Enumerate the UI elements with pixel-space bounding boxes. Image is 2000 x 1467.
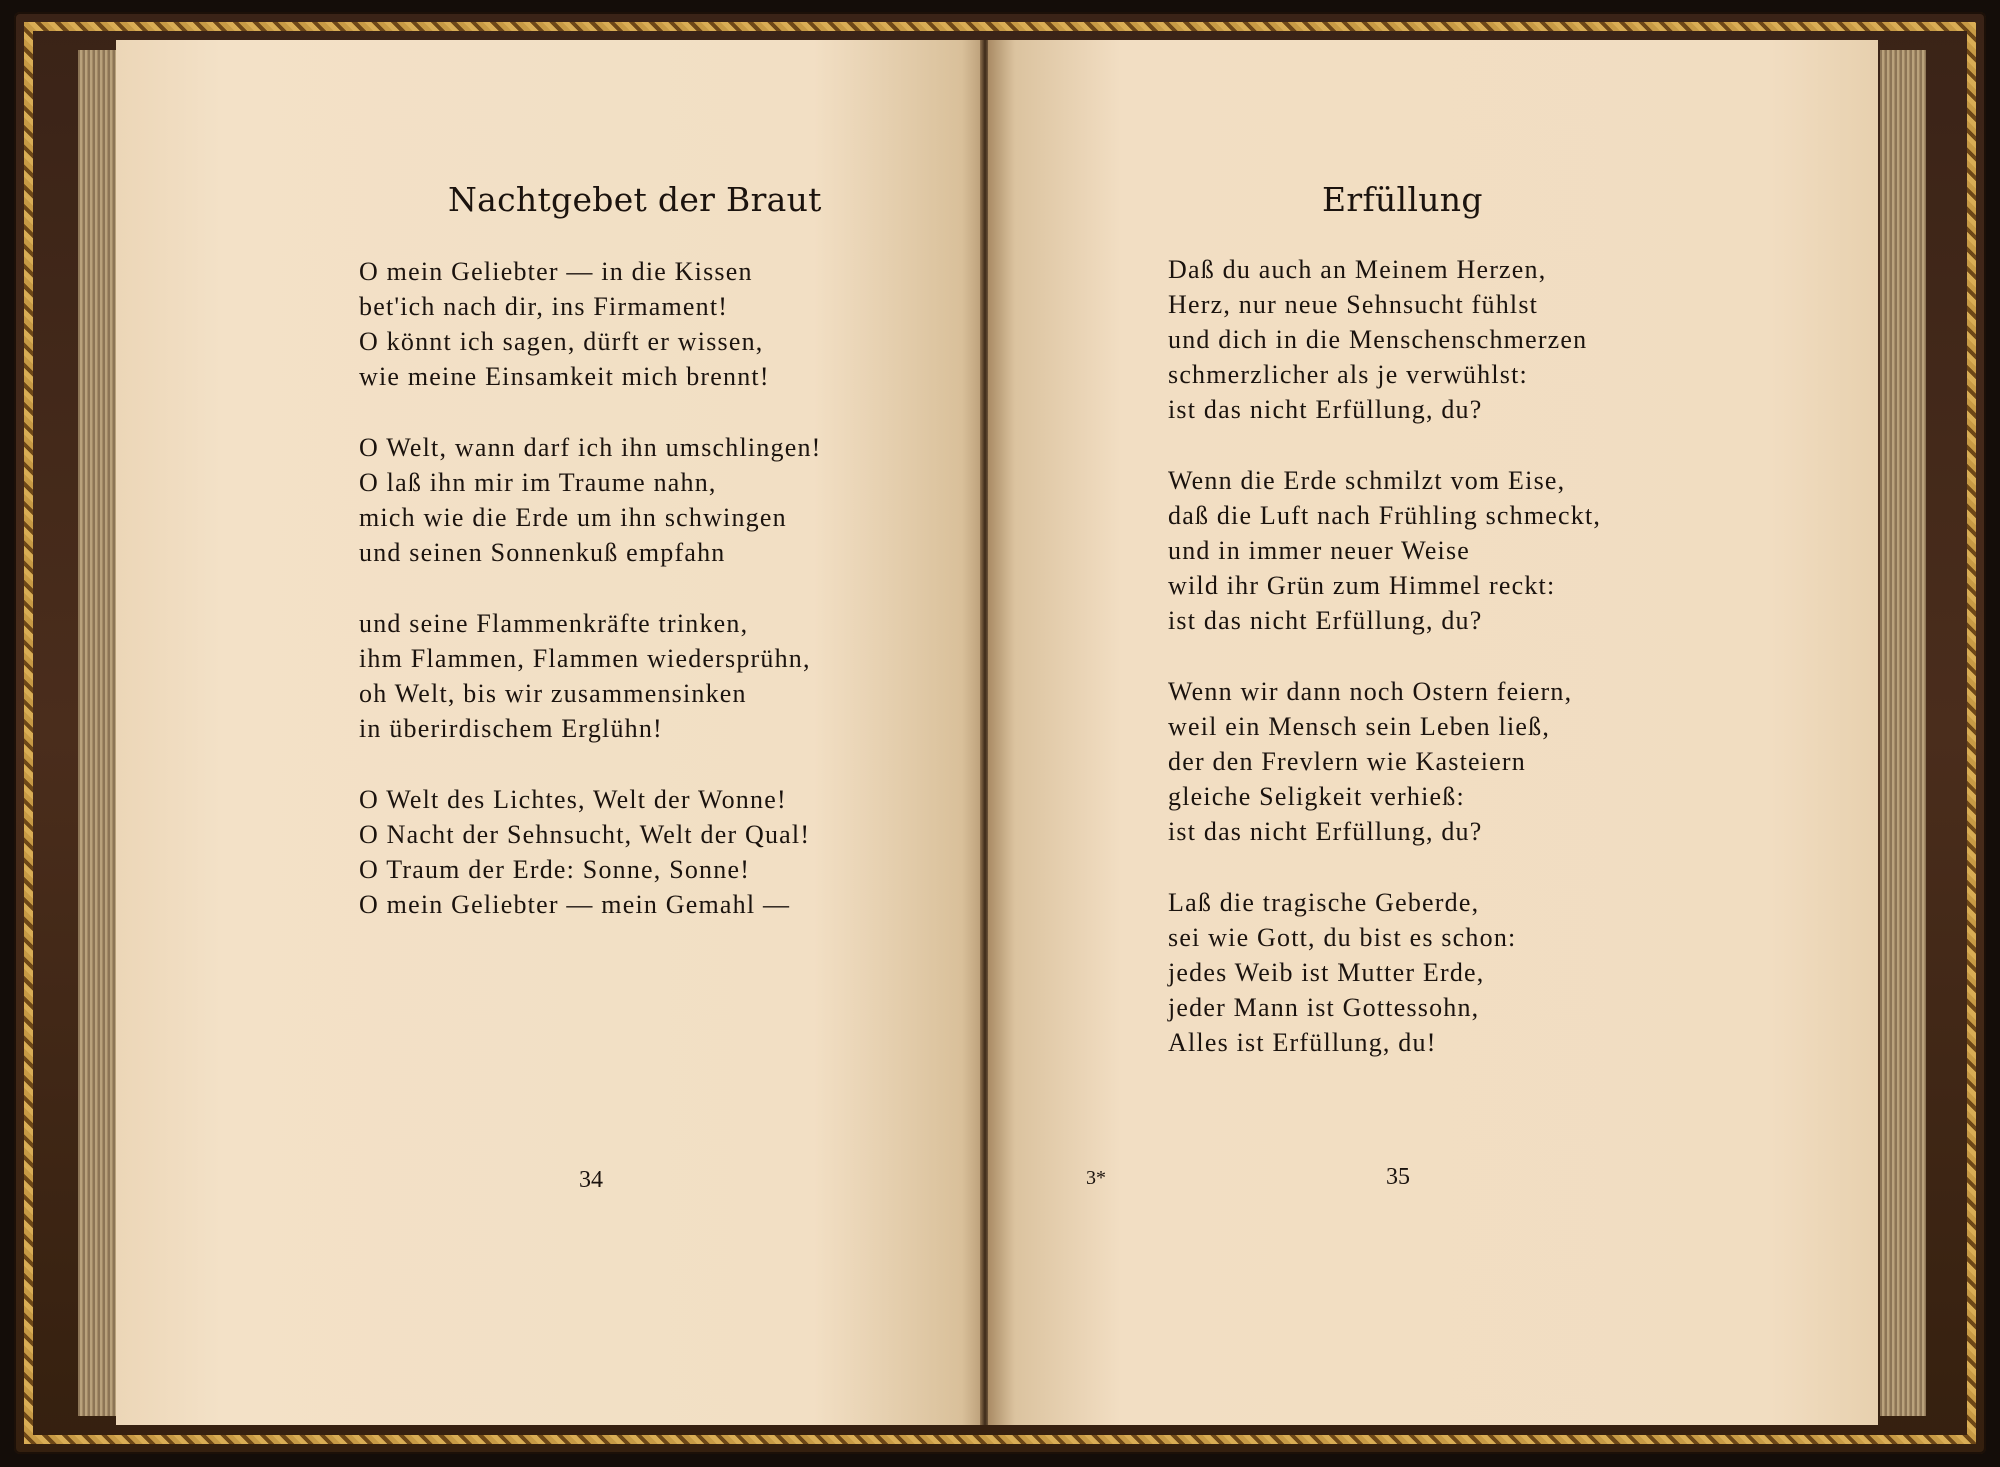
left-page-number: 34 xyxy=(579,1167,603,1193)
right-stanza xyxy=(1168,252,1601,427)
right-poem-line: Alles ist Erfüllung, du! xyxy=(1168,1028,1437,1057)
left-stanza xyxy=(359,254,822,394)
right-poem-line: jedes Weib ist Mutter Erde, xyxy=(1168,958,1485,987)
left-page xyxy=(116,40,988,1425)
left-poem-line: O Nacht der Sehnsucht, Welt der Qual! xyxy=(359,820,811,849)
right-page-title: Erfüllung xyxy=(1322,180,1483,219)
right-poem xyxy=(1168,252,1601,1096)
left-poem-line: mich wie die Erde um ihn schwingen xyxy=(359,503,787,532)
left-poem-line: in überirdischem Erglühn! xyxy=(359,714,663,743)
left-page-title: Nachtgebet der Braut xyxy=(448,180,822,219)
left-poem-line: oh Welt, bis wir zusammensinken xyxy=(359,679,747,708)
right-poem-line: gleiche Seligkeit verhieß: xyxy=(1168,782,1465,811)
right-poem-line: Daß du auch an Meinem Herzen, xyxy=(1168,255,1547,284)
left-stanza xyxy=(359,606,822,746)
right-page-number: 35 xyxy=(1386,1164,1410,1190)
right-poem-line: Herz, nur neue Sehnsucht fühlst xyxy=(1168,290,1539,319)
right-poem-line: weil ein Mensch sein Leben ließ, xyxy=(1168,712,1551,741)
right-stanza xyxy=(1168,885,1601,1060)
left-poem-line: O Welt, wann darf ich ihn umschlingen! xyxy=(359,433,822,462)
left-poem-line: O Welt des Lichtes, Welt der Wonne! xyxy=(359,785,787,814)
right-poem-line: jeder Mann ist Gottessohn, xyxy=(1168,993,1480,1022)
left-poem-line: bet'ich nach dir, ins Firmament! xyxy=(359,292,729,321)
right-poem-line: und in immer neuer Weise xyxy=(1168,536,1471,565)
right-poem-line: ist das nicht Erfüllung, du? xyxy=(1168,817,1483,846)
right-poem-line: sei wie Gott, du bist es schon: xyxy=(1168,923,1517,952)
right-poem-line: Wenn wir dann noch Ostern feiern, xyxy=(1168,677,1573,706)
right-poem-line: daß die Luft nach Frühling schmeckt, xyxy=(1168,501,1602,530)
right-poem-line: ist das nicht Erfüllung, du? xyxy=(1168,395,1483,424)
right-poem-line: Wenn die Erde schmilzt vom Eise, xyxy=(1168,466,1566,495)
left-poem-line: ihm Flammen, Flammen wiedersprühn, xyxy=(359,644,811,673)
right-poem-line: wild ihr Grün zum Himmel reckt: xyxy=(1168,571,1556,600)
page-edges-right xyxy=(1880,50,1926,1416)
left-poem-line: O Traum der Erde: Sonne, Sonne! xyxy=(359,855,751,884)
right-page xyxy=(988,40,1878,1425)
right-stanza xyxy=(1168,674,1601,849)
right-poem-line: und dich in die Menschenschmerzen xyxy=(1168,325,1588,354)
right-poem-line: ist das nicht Erfüllung, du? xyxy=(1168,606,1483,635)
signature-mark: 3* xyxy=(1086,1167,1106,1189)
right-poem-line: der den Frevlern wie Kasteiern xyxy=(1168,747,1526,776)
left-poem xyxy=(359,254,822,958)
left-stanza xyxy=(359,782,822,922)
left-poem-line: und seinen Sonnenkuß empfahn xyxy=(359,538,726,567)
left-poem-line: O könnt ich sagen, dürft er wissen, xyxy=(359,327,764,356)
right-stanza xyxy=(1168,463,1601,638)
left-poem-line: und seine Flammenkräfte trinken, xyxy=(359,609,749,638)
left-poem-line: wie meine Einsamkeit mich brennt! xyxy=(359,362,770,391)
right-poem-line: Laß die tragische Geberde, xyxy=(1168,888,1480,917)
left-poem-line: O mein Geliebter — in die Kissen xyxy=(359,257,753,286)
left-poem-line: O laß ihn mir im Traume nahn, xyxy=(359,468,717,497)
right-poem-line: schmerzlicher als je verwühlst: xyxy=(1168,360,1528,389)
left-poem-line: O mein Geliebter — mein Gemahl — xyxy=(359,890,791,919)
left-stanza xyxy=(359,430,822,570)
